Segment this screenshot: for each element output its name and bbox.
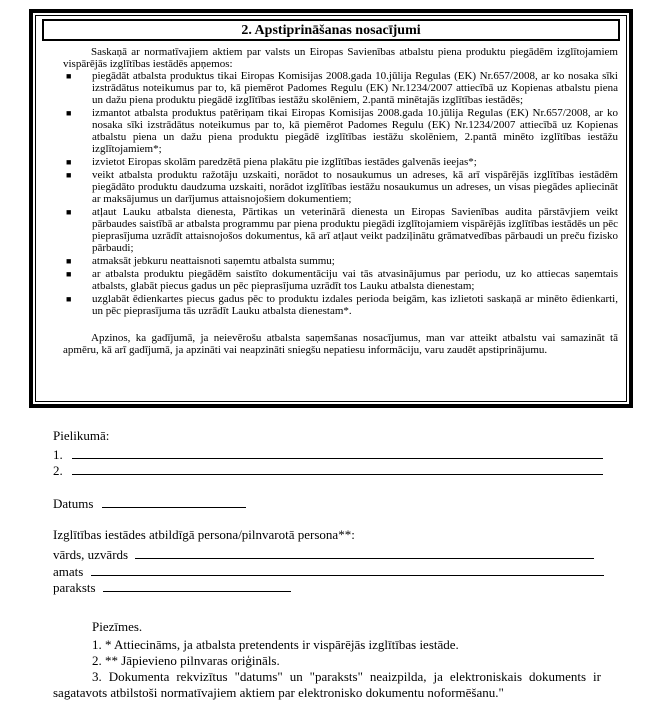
date-field[interactable]: [102, 494, 246, 508]
section-title: 2. Apstiprināšanas nosacījumi: [42, 19, 620, 41]
note-3: 3. Dokumenta rekvizītus "datums" un "paraksts" neaizpilda, ja elektroniskais dokuments ir sagatavots atbilstoši normatīvajiem aktiem par elektronisko dokumentu noformēšanu.": [53, 669, 601, 700]
position-label: amats: [53, 564, 84, 579]
signature-label: paraksts: [53, 580, 96, 595]
closing-paragraph: Apzinos, ka gadījumā, ja neievērošu atbalsta saņemšanas nosacījumus, man var atteikt atbalstu vai samazināt tā apmēru, kā arī gadījumā, ja apzināti vai neapzināti sniegšu nepatiesu informāciju, varu zaudēt apstiprinājumu.: [63, 332, 618, 356]
list-item: ■ ar atbalsta produktu piegādēm saistīto dokumentāciju vai tās atvasinājumus par periodu, uz ko attiecas saņemtais atbalsts, glabāt piecus gadus un pēc pieprasījuma uzrādīt tos Lauku atbalsta dienestam;: [66, 268, 618, 292]
bullet-icon: ■: [66, 170, 72, 180]
bullet-icon: ■: [66, 256, 72, 266]
intro-paragraph: Saskaņā ar normatīvajiem aktiem par valsts un Eiropas Savienības atbalstu piena produktu piegādēm izglītojamiem vispārējās izglītības iestādēs apņemos:: [63, 46, 618, 70]
bullet-icon: ■: [66, 108, 72, 118]
name-field[interactable]: [135, 545, 594, 559]
bullet-icon: ■: [66, 294, 72, 304]
obligations-list: [63, 70, 618, 317]
list-item: ■ atļaut Lauku atbalsta dienesta, Pārtikas un veterinārā dienesta un Eiropas Savienības audita pārstāvjiem veikt pārbaudes saistībā ar atbalsta programmu par piena produktu piegādi izglītojamiem vispārējās izglītības iestādēs un pēc pieprasījuma uzrādīt attaisnojošos dokumentus, kā arī atļaut veikt padziļinātu grāmatvedības pārbaudi un preču fizisko pārbaudi;: [66, 206, 619, 254]
notes-title: Piezīmes.: [92, 619, 143, 634]
date-row: [53, 494, 246, 512]
attachment-row-2: 2.: [53, 461, 603, 479]
list-item: ■ atmaksāt jebkuru neattaisnoti saņemtu atbalsta summu;: [66, 255, 335, 267]
conditions-inner-border: [35, 15, 627, 402]
attachment-2-line[interactable]: [72, 461, 603, 475]
list-item: ■ piegādāt atbalsta produktus tikai Eiropas Komisijas 2008.gada 10.jūlija Regulas (EK) Nr.657/2008, ar ko nosaka sīki izstrādātus noteikumus par to, kā piemērot Padomes Regulu (EK) Nr.1234/2007 attiecībā uz Kopienas atbalstu piena un dažu piena produktu piegādē izglītības iestāžu skolēniem, 2.pantā minētajās izglītības iestādēs;: [66, 70, 618, 106]
bullet-icon: ■: [66, 269, 72, 279]
attachment-row-1: 1.: [53, 445, 603, 463]
bullet-icon: ■: [66, 207, 72, 217]
list-item: ■ izmantot atbalsta produktus patēriņam tikai Eiropas Komisijas 2008.gada 10.jūlija Regulas (EK) Nr.657/2008, ar ko nosaka sīki izstrādātus noteikumus par to, kā piemērot Padomes Regulu (EK) Nr.1234/2007 attiecībā uz Kopienas atbalstu piena un dažu piena produktu piegādē izglītības iestāžu skolēniem, 2.pantā minēto izglītības iestāžu izglītojamiem*;: [66, 107, 618, 155]
responsible-label: Izglītības iestādes atbildīgā persona/pilnvarotā persona**:: [53, 527, 355, 542]
attachment-1-line[interactable]: [72, 445, 603, 459]
name-row: [53, 545, 594, 563]
note-2: 2. ** Jāpievieno pilnvaras oriģināls.: [92, 653, 280, 668]
list-item: ■ veikt atbalsta produktu ražotāju uzskaiti, norādot to nosaukumus un adreses, kā arī vispārējās izglītības iestādēm piegādāto produktu daudzuma uzskaiti, norādot izglītības iestāžu nosaukumus un adreses, un visas piegādes apliecināt ar maksājumus un darījumus attaisnojošiem dokumentiem;: [66, 169, 618, 205]
list-item: ■ uzglabāt ēdienkartes piecus gadus pēc to produktu izdales perioda beigām, kas izlietoti saskaņā ar minēto ēdienkarti, un pēc pieprasījuma tās uzrādīt Lauku atbalsta dienestam*.: [66, 293, 618, 317]
list-item: ■ izvietot Eiropas skolām paredzētā piena plakātu pie izglītības iestādes galvenās ieejas*;: [66, 156, 477, 168]
signature-row: [53, 578, 291, 596]
bullet-icon: ■: [66, 157, 72, 167]
conditions-box: [29, 9, 633, 408]
signature-field[interactable]: [103, 578, 291, 592]
position-field[interactable]: [91, 562, 604, 576]
notes-section: [53, 619, 601, 701]
note-1: 1. * Attiecināms, ja atbalsta pretendents ir vispārējās izglītības iestāde.: [92, 637, 459, 652]
date-label: Datums: [53, 496, 94, 511]
attachments-label: Pielikumā:: [53, 428, 110, 443]
conditions-text: [63, 46, 618, 356]
name-label: vārds, uzvārds: [53, 547, 129, 562]
bullet-icon: ■: [66, 71, 72, 81]
